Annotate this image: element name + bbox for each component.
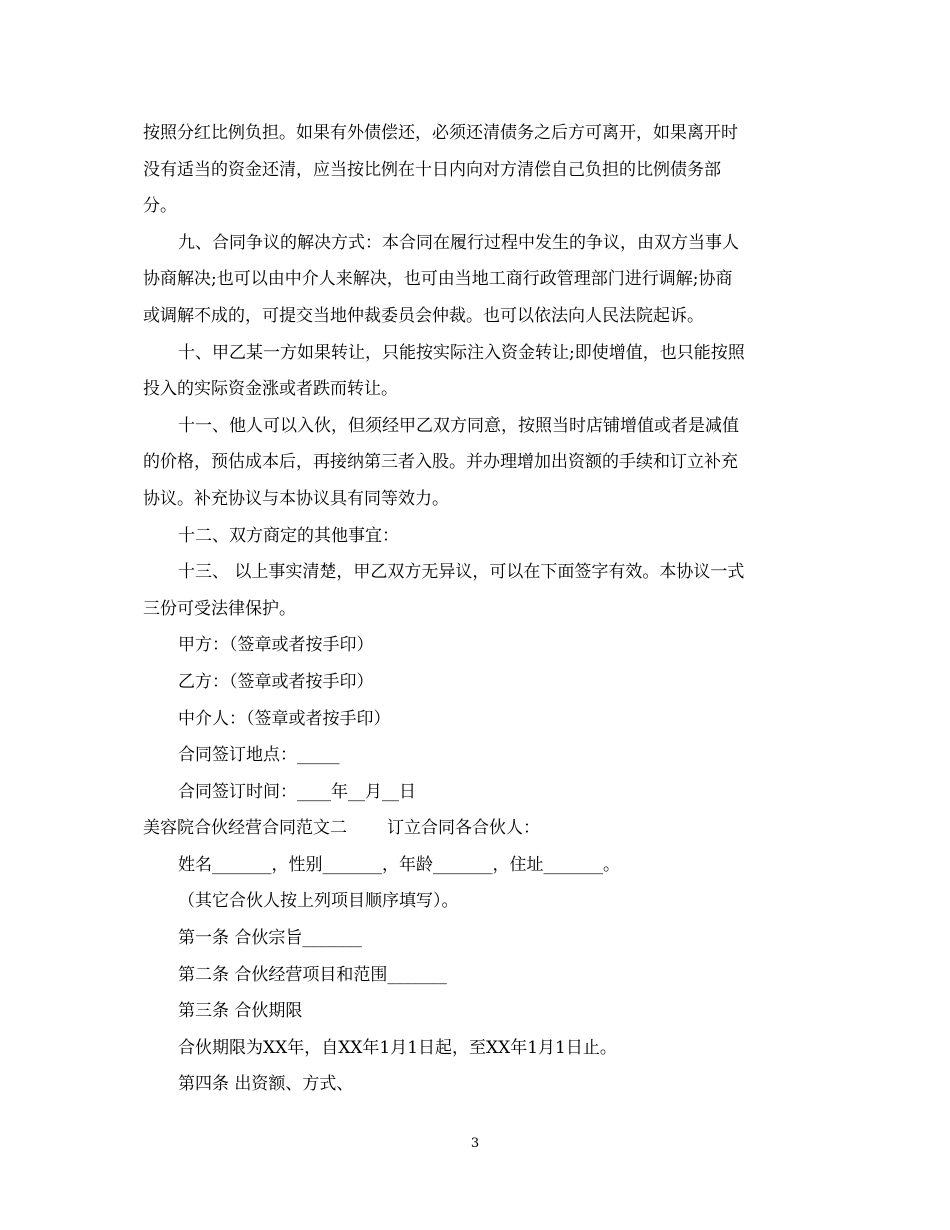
article-three: 第三条 合伙期限 bbox=[178, 1001, 303, 1022]
signing-date: 合同签订时间：____年__月__日 bbox=[178, 781, 416, 802]
partner-info-line: 姓名_______，性别_______，年龄_______，住址_______。 bbox=[178, 854, 620, 875]
document-body bbox=[143, 115, 808, 1103]
paragraph-line: 的价格，预估成本后，再接纳第三者入股。并办理增加出资额的手续和订立补充 bbox=[143, 452, 738, 473]
clause-eleven-line: 十一、他人可以入伙，但须经甲乙双方同意，按照当时店铺增值或者是减值 bbox=[178, 415, 739, 436]
paragraph-line: 协议。补充协议与本协议具有同等效力。 bbox=[143, 488, 449, 509]
paragraph-line: 按照分红比例负担。如果有外债偿还，必须还清债务之后方可离开，如果离开时 bbox=[143, 123, 738, 143]
article-one: 第一条 合伙宗旨_______ bbox=[178, 928, 362, 949]
paragraph-line: 投入的实际资金涨或者跌而转让。 bbox=[143, 379, 398, 400]
paragraph-line: 没有适当的资金还清，应当按比例在十日内向对方清偿自己负担的比例债务部 bbox=[143, 159, 721, 180]
section-heading-line bbox=[143, 810, 808, 847]
section-title: 美容院合伙经营合同范文二 bbox=[143, 818, 347, 839]
article-two: 第二条 合伙经营项目和范围_______ bbox=[178, 964, 447, 985]
signature-party-b: 乙方：（签章或者按手印） bbox=[178, 671, 374, 692]
paragraph-line: 分。 bbox=[143, 196, 177, 217]
paragraph-line: 或调解不成的，可提交当地仲裁委员会仲裁。也可以依法向人民法院起诉。 bbox=[143, 305, 704, 326]
signing-place: 合同签订地点：_____ bbox=[178, 745, 340, 766]
clause-nine-line: 九、合同争议的解决方式：本合同在履行过程中发生的争议，由双方当事人 bbox=[178, 232, 739, 253]
article-four: 第四条 出资额、方式、 bbox=[178, 1074, 354, 1095]
signature-party-a: 甲方：（签章或者按手印） bbox=[178, 635, 374, 656]
clause-twelve-line: 十二、双方商定的其他事宜： bbox=[178, 525, 399, 546]
clause-ten-line: 十、甲乙某一方如果转让，只能按实际注入资金转让;即使增值，也只能按照 bbox=[178, 342, 745, 363]
paragraph-line: 协商解决;也可以由中介人来解决，也可由当地工商行政管理部门进行调解;协商 bbox=[143, 269, 733, 290]
signature-intermediary: 中介人：（签章或者按手印） bbox=[178, 708, 391, 729]
clause-thirteen-line: 十三、 以上事实清楚，甲乙双方无异议，可以在下面签字有效。本协议一式 bbox=[178, 562, 745, 583]
partnership-term: 合伙期限为XX年，自XX年1月1日起，至XX年1月1日止。 bbox=[178, 1037, 617, 1058]
paragraph-line: 三份可受法律保护。 bbox=[143, 598, 296, 619]
section-subtitle: 订立合同各合伙人： bbox=[387, 818, 540, 839]
partner-note-line: （其它合伙人按上列项目顺序填写）。 bbox=[178, 891, 459, 912]
page-number: 3 bbox=[470, 1136, 480, 1151]
